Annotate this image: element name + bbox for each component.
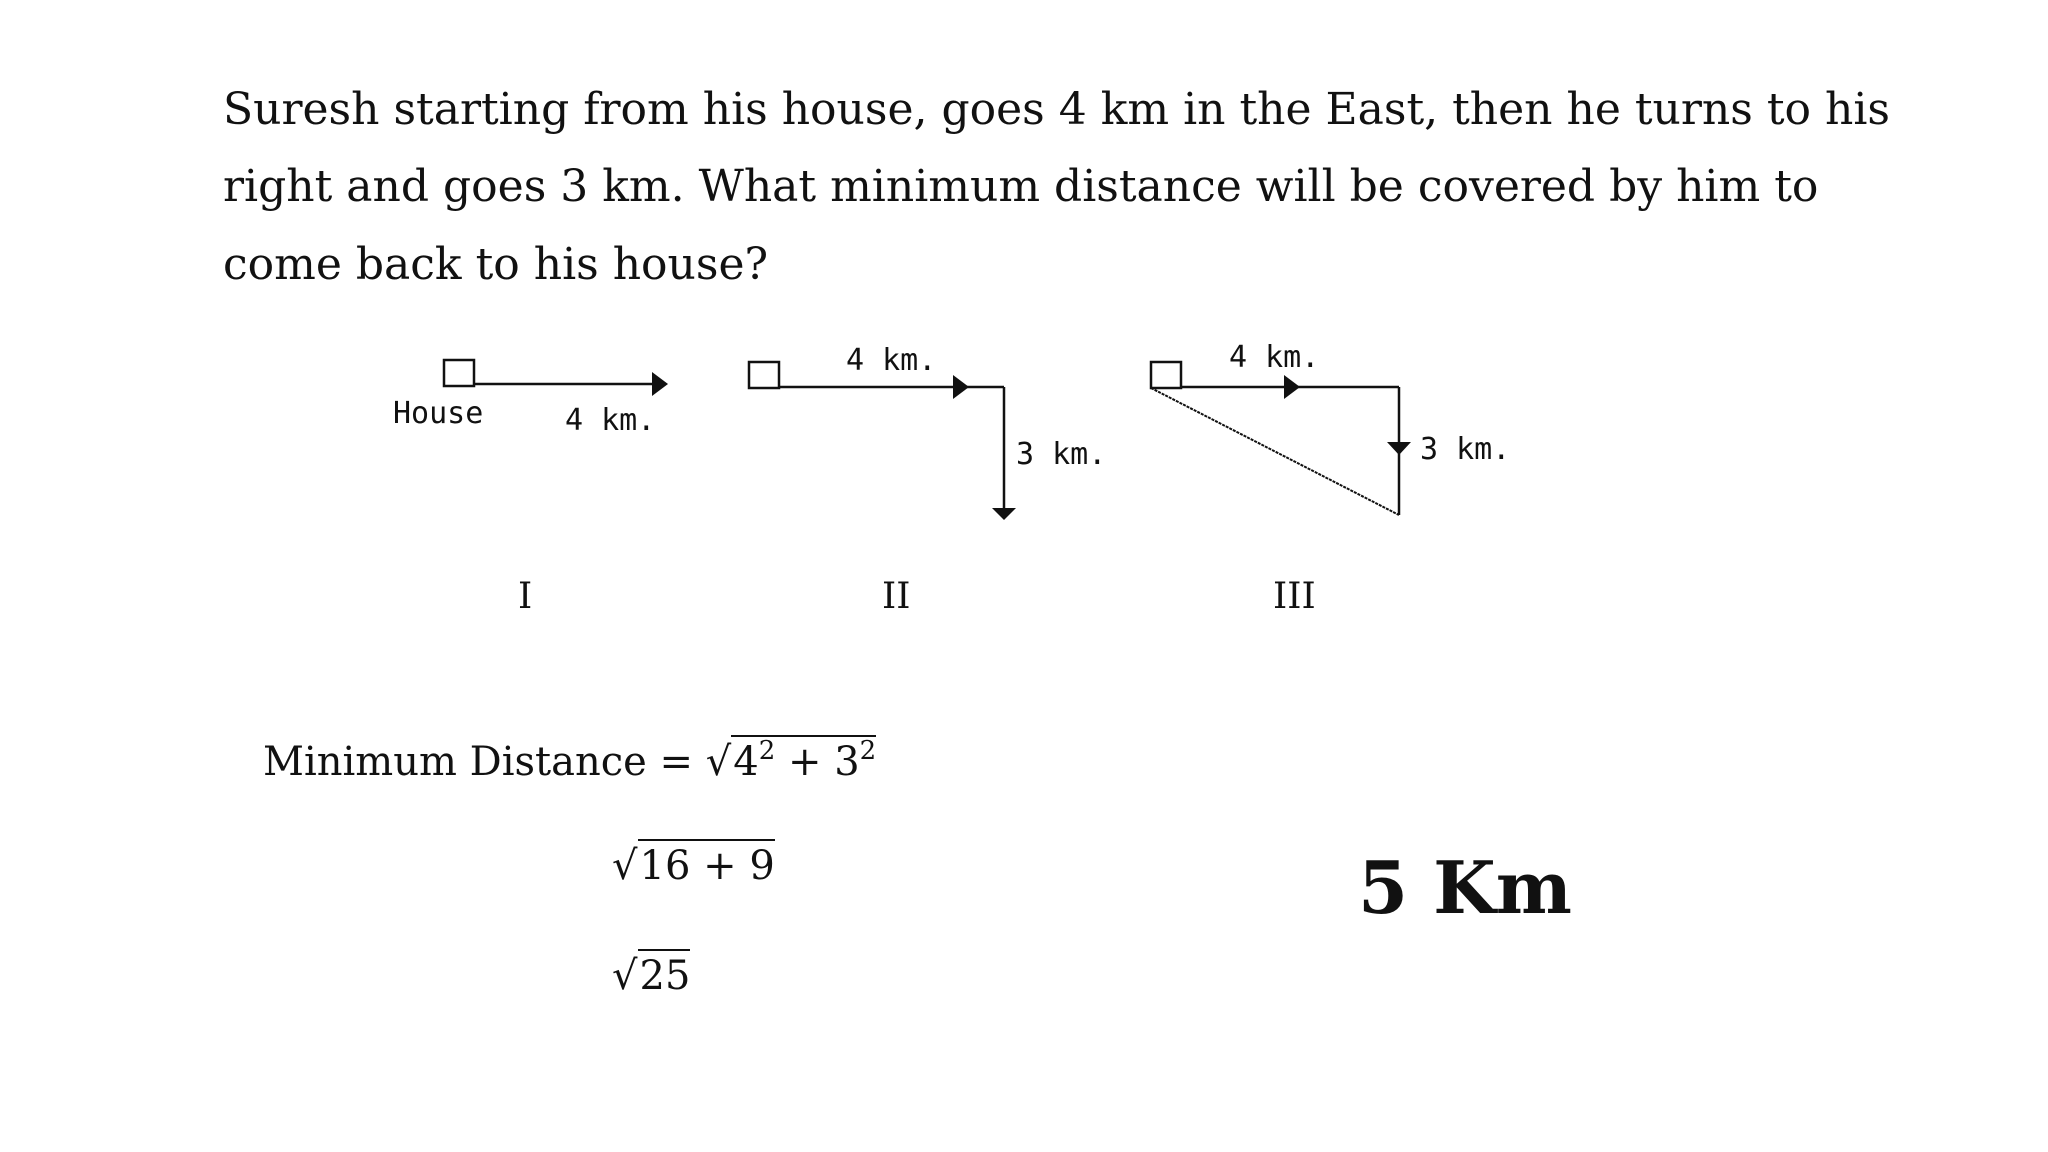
solution-step-2: [612, 843, 775, 889]
south-distance-label: 3 km.: [1016, 437, 1107, 472]
shortest-path: [1151, 388, 1399, 515]
question-line-2: right and goes 3 km. What minimum distance will be covered by him to: [223, 161, 1819, 212]
term-exponent: 2: [859, 736, 877, 766]
radical-sign: √: [612, 953, 638, 999]
plus-sign: +: [775, 739, 835, 785]
figure-label: I: [518, 576, 533, 617]
square-root: [705, 736, 877, 785]
term-exponent: 2: [758, 736, 776, 766]
east-distance-label: 4 km.: [1229, 340, 1320, 375]
east-arrow-icon: [1284, 375, 1300, 399]
square-root: [612, 843, 775, 889]
radicand: [731, 735, 876, 785]
radical-sign: √: [705, 739, 732, 785]
solution-step-1: [263, 736, 877, 785]
radical-sign: √: [612, 843, 638, 889]
house-icon: [444, 360, 474, 386]
east-arrow-icon: [953, 375, 969, 399]
diagram-3: [1151, 340, 1510, 617]
figure-label: II: [882, 576, 911, 617]
east-distance-label: 4 km.: [846, 343, 937, 378]
radicand: 16 + 9: [638, 839, 775, 889]
term-base: 3: [834, 739, 860, 785]
radicand: 25: [638, 949, 691, 999]
question-line-3: come back to his house?: [223, 239, 769, 290]
south-arrow-icon: [992, 508, 1016, 520]
question-line-1: Suresh starting from his house, goes 4 km in the East, then he turns to his: [223, 84, 1890, 135]
east-arrow-icon: [652, 372, 668, 396]
solution-label: Minimum Distance =: [263, 739, 706, 785]
figure-label: III: [1273, 576, 1316, 617]
diagram-2: [749, 343, 1106, 617]
south-arrow-icon: [1387, 442, 1411, 455]
east-distance-label: 4 km.: [565, 403, 656, 438]
term-base: 4: [733, 739, 759, 785]
square-root: [612, 953, 691, 999]
house-label: House: [393, 396, 484, 431]
house-icon: [1151, 362, 1181, 388]
solution-step-3: [612, 953, 691, 999]
house-icon: [749, 362, 779, 388]
final-answer: 5 Km: [1358, 845, 1572, 930]
diagram-1: [393, 360, 668, 617]
south-distance-label: 3 km.: [1420, 432, 1511, 467]
